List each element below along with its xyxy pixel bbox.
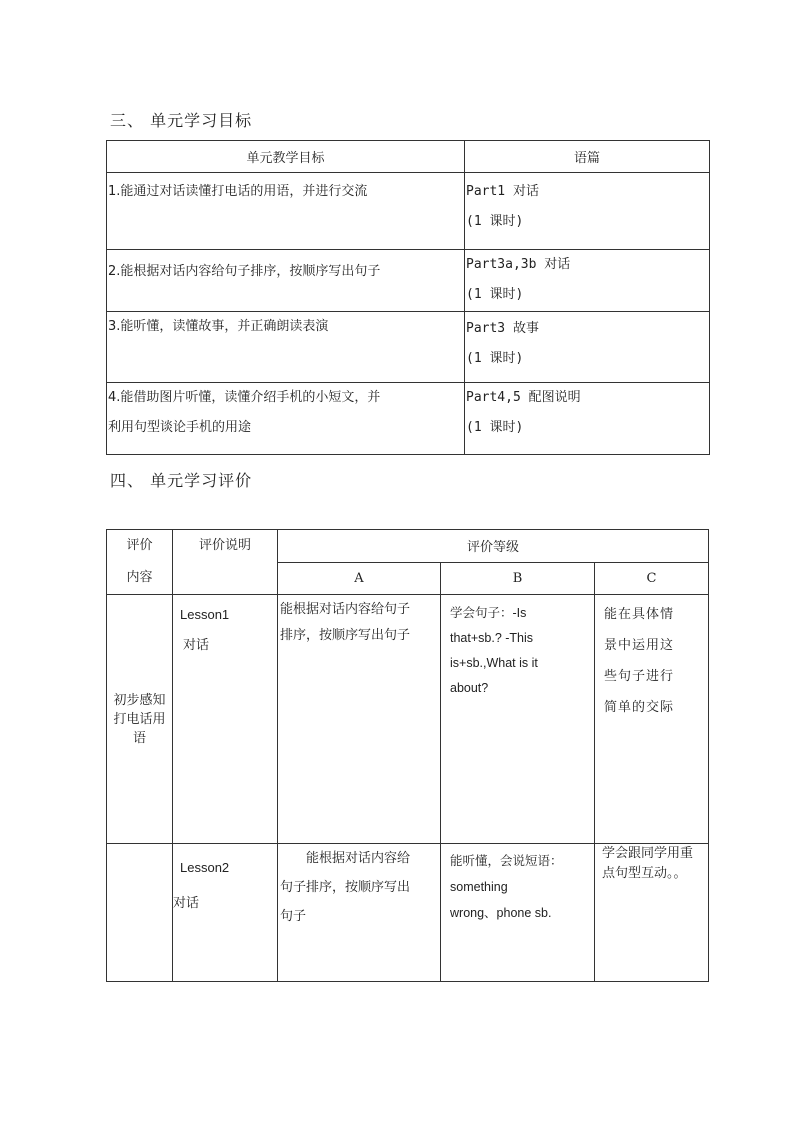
goal-line: 利用句型谈论手机的用途 <box>108 420 252 435</box>
table-row <box>107 844 709 982</box>
a-line: 排序，按顺序写出句子 <box>280 628 411 643</box>
b-line: that+sb.? -This <box>450 631 534 645</box>
a-line: 能根据对话内容给 <box>280 851 411 866</box>
b-line: 能听懂，会说短语： <box>450 854 563 868</box>
eval-desc-cell <box>173 595 278 844</box>
header-line: 评价 <box>126 538 153 553</box>
unit-goals-table <box>106 140 710 455</box>
text-line: (1 课时) <box>466 420 524 435</box>
table-row <box>107 173 710 250</box>
text-cell <box>465 312 710 383</box>
text-cell <box>465 173 710 250</box>
text-cell <box>465 250 710 312</box>
content-line: 语 <box>132 730 146 746</box>
a-line: 能根据对话内容给句子 <box>280 602 411 617</box>
c-line: 简单的交际 <box>604 700 675 715</box>
eval-header-content <box>107 530 173 595</box>
content-line: 初步感知 <box>113 692 166 708</box>
eval-a-cell <box>278 595 441 844</box>
content-line: 打电话用 <box>113 711 166 727</box>
level-a: A <box>278 562 441 595</box>
eval-header-level: 评价等级 <box>278 530 709 563</box>
text-line: Part4,5 配图说明 <box>466 390 581 405</box>
table-row <box>107 250 710 312</box>
c-line: 学会跟同学用重 <box>602 846 694 861</box>
goal-cell <box>107 173 465 250</box>
section-4-heading: 四、 单元学习评价 <box>110 471 253 490</box>
b-line: is+sb.,What is it <box>450 656 538 670</box>
eval-b-cell <box>441 844 595 982</box>
text-line: (1 课时) <box>466 287 524 302</box>
desc-line: Lesson2 <box>180 860 230 875</box>
text-line: Part1 对话 <box>466 184 539 199</box>
goal-cell <box>107 312 465 383</box>
goals-header-goal: 单元教学目标 <box>107 141 465 173</box>
level-c: C <box>595 562 709 595</box>
b-line: 学会句子：-Is <box>450 606 527 620</box>
text-line: Part3a,3b 对话 <box>466 257 571 272</box>
desc-line: 对话 <box>183 638 210 653</box>
eval-desc-cell <box>173 844 278 982</box>
goals-header-text: 语篇 <box>465 141 710 173</box>
goal-line: 4.能借助图片听懂，读懂介绍手机的小短文，并 <box>108 390 381 405</box>
goal-cell <box>107 250 465 312</box>
eval-a-cell <box>278 844 441 982</box>
c-line: 些句子进行 <box>604 669 675 684</box>
eval-header-row <box>107 530 709 563</box>
text-line: (1 课时) <box>466 214 524 229</box>
unit-evaluation-table <box>106 529 709 982</box>
b-line: something <box>450 880 508 894</box>
c-line: 景中运用这 <box>604 638 675 653</box>
level-b: B <box>441 562 595 595</box>
table-row <box>107 595 709 844</box>
c-line: 点句型互动。。 <box>602 866 687 881</box>
goals-header-row <box>107 141 710 173</box>
goal-line: 1.能通过对话读懂打电话的用语，并进行交流 <box>108 184 368 199</box>
text-line: Part3 故事 <box>466 321 539 336</box>
text-line: (1 课时) <box>466 351 524 366</box>
c-line: 能在具体情 <box>604 607 675 622</box>
table-row <box>107 312 710 383</box>
section-3-heading: 三、 单元学习目标 <box>110 111 253 130</box>
text-cell <box>465 383 710 455</box>
b-line: wrong、phone sb. <box>450 906 552 920</box>
eval-c-cell <box>595 844 709 982</box>
eval-header-desc: 评价说明 <box>173 530 278 595</box>
goal-line: 2.能根据对话内容给句子排序，按顺序写出句子 <box>108 264 381 279</box>
a-line: 句子排序，按顺序写出 <box>280 880 411 895</box>
header-line: 内容 <box>126 570 153 585</box>
table-row <box>107 383 710 455</box>
eval-content-cell <box>107 595 173 844</box>
eval-content-cell <box>107 844 173 982</box>
desc-line: Lesson1 <box>180 607 230 622</box>
goal-line: 3.能听懂，读懂故事，并正确朗读表演 <box>108 319 329 334</box>
a-line: 句子 <box>280 909 307 924</box>
b-line: about? <box>450 681 489 695</box>
goal-cell <box>107 383 465 455</box>
desc-line: 对话 <box>173 896 200 911</box>
eval-c-cell <box>595 595 709 844</box>
eval-b-cell <box>441 595 595 844</box>
